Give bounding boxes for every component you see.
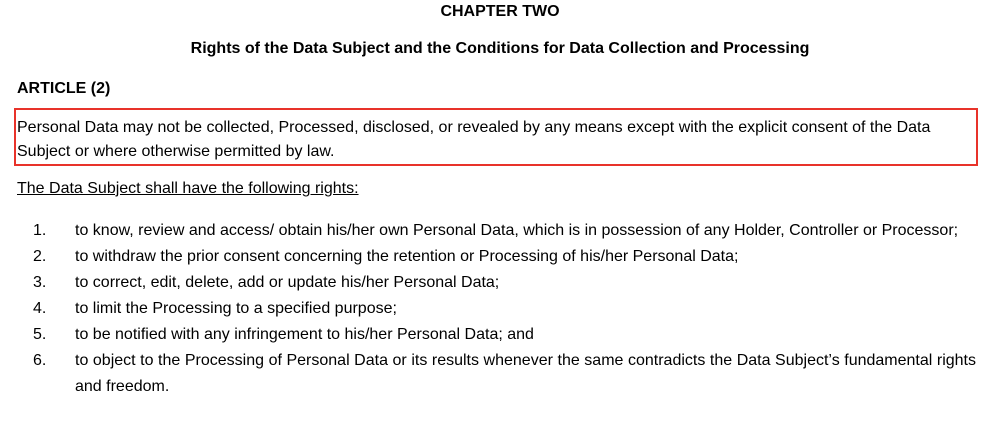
list-item-text: to object to the Processing of Personal Data or its results whenever the same contradicts the Data Subject’s fundamental rights and freedom. xyxy=(75,352,976,395)
list-item-text: to limit the Processing to a specified purpose; xyxy=(75,300,397,317)
list-item-number: 1. xyxy=(33,222,47,239)
rights-list xyxy=(0,218,1000,400)
list-item-number: 6. xyxy=(33,352,47,369)
list-item-text: to correct, edit, delete, add or update his/her Personal Data; xyxy=(75,274,500,291)
list-item-number: 4. xyxy=(33,300,47,317)
list-item xyxy=(0,348,1000,400)
list-item-text: to know, review and access/ obtain his/her own Personal Data, which is in possession of any Holder, Controller or Processor; xyxy=(75,222,959,239)
chapter-subtitle: Rights of the Data Subject and the Conditions for Data Collection and Processing xyxy=(190,40,810,57)
article-heading: ARTICLE (2) xyxy=(17,80,111,97)
list-item xyxy=(0,296,1000,322)
list-item-number: 5. xyxy=(33,326,47,343)
list-item xyxy=(0,218,1000,244)
list-item-number: 2. xyxy=(33,248,47,265)
rights-intro: The Data Subject shall have the following rights: xyxy=(17,180,359,197)
list-item xyxy=(0,270,1000,296)
list-item-number: 3. xyxy=(33,274,47,291)
chapter-title: CHAPTER TWO xyxy=(440,3,560,20)
list-item xyxy=(0,322,1000,348)
consent-paragraph: Personal Data may not be collected, Processed, disclosed, or revealed by any means except with the explicit consent of the Data Subject or where otherwise permitted by law. xyxy=(17,119,931,160)
list-item-text: to withdraw the prior consent concerning the retention or Processing of his/her Personal Data; xyxy=(75,248,739,265)
list-item xyxy=(0,244,1000,270)
list-item-text: to be notified with any infringement to his/her Personal Data; and xyxy=(75,326,534,343)
